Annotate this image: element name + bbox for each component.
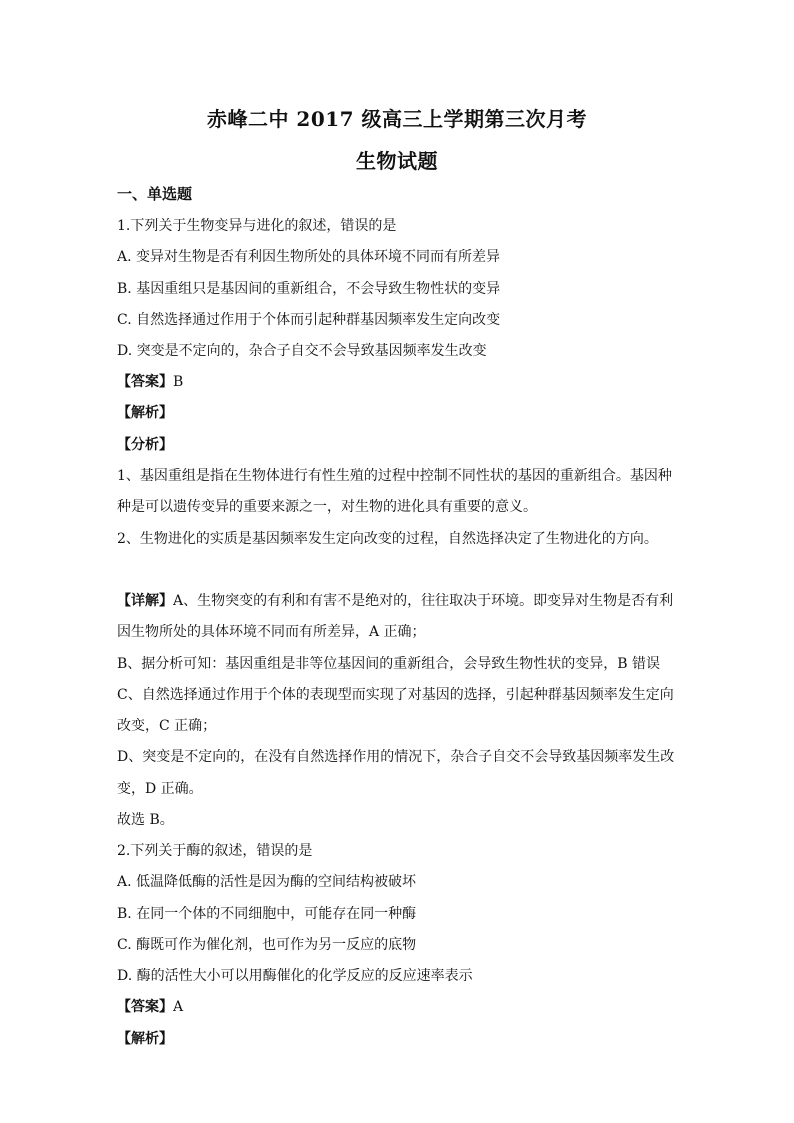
detail-text: A、生物突变的有利和有害不是绝对的，往往取决于环境。即变异对生物是否有利 bbox=[173, 593, 674, 609]
question-1-answer bbox=[117, 372, 687, 392]
question-2-option-c: C. 酶既可作为催化剂，也可作为另一反应的底物 bbox=[117, 937, 417, 953]
answer-tag: 【答案】 bbox=[117, 374, 173, 390]
detail-first-line bbox=[117, 591, 687, 611]
detail-line: 改变，C 正确； bbox=[117, 718, 217, 734]
question-1-option-d: D. 突变是不定向的，杂合子自交不会导致基因频率发生改变 bbox=[117, 343, 487, 359]
question-1-analysis-tag: 【解析】 bbox=[117, 405, 173, 421]
question-2-analysis-tag: 【解析】 bbox=[117, 1031, 173, 1047]
question-1-option-a: A. 变异对生物是否有利因生物所处的具体环境不同而有所差异 bbox=[117, 249, 501, 265]
fenxi-line: 种是可以遗传变异的重要来源之一，对生物的进化具有重要的意义。 bbox=[117, 499, 537, 515]
question-2-stem: 2.下列关于酶的叙述，错误的是 bbox=[117, 843, 313, 859]
question-2-option-d: D. 酶的活性大小可以用酶催化的化学反应的反应速率表示 bbox=[117, 968, 473, 984]
section-heading: 一、单选题 bbox=[117, 185, 193, 203]
page-subtitle: 生物试题 bbox=[356, 149, 438, 173]
fenxi-line: 2、生物进化的实质是基因频率发生定向改变的过程，自然选择决定了生物进化的方向。 bbox=[117, 531, 658, 547]
answer-tag: 【答案】 bbox=[117, 999, 173, 1015]
question-2-option-a: A. 低温降低酶的活性是因为酶的空间结构被破坏 bbox=[117, 874, 417, 890]
question-2-answer bbox=[117, 997, 687, 1017]
detail-line: 变，D 正确。 bbox=[117, 781, 203, 797]
detail-line: C、自然选择通过作用于个体的表现型而实现了对基因的选择，引起种群基因频率发生定向 bbox=[117, 687, 674, 703]
detail-line: B、据分析可知：基因重组是非等位基因间的重新组合，会导致生物性状的变异，B 错误 bbox=[117, 656, 661, 672]
answer-value: B bbox=[173, 374, 184, 390]
page-title: 赤峰二中 2017 级高三上学期第三次月考 bbox=[206, 107, 588, 131]
detail-tag: 【详解】 bbox=[117, 593, 173, 609]
detail-conclusion: 故选 B。 bbox=[117, 812, 174, 828]
question-1-option-b: B. 基因重组只是基因间的重新组合，不会导致生物性状的变异 bbox=[117, 281, 501, 297]
question-2-option-b: B. 在同一个体的不同细胞中，可能存在同一种酶 bbox=[117, 906, 417, 922]
question-1-stem: 1.下列关于生物变异与进化的叙述，错误的是 bbox=[117, 218, 397, 234]
answer-value: A bbox=[173, 999, 184, 1015]
question-1-fenxi-tag: 【分析】 bbox=[117, 437, 173, 453]
fenxi-line: 1、基因重组是指在生物体进行有性生殖的过程中控制不同性状的基因的重新组合。基因种 bbox=[117, 468, 672, 484]
question-1-option-c: C. 自然选择通过作用于个体而引起种群基因频率发生定向改变 bbox=[117, 312, 501, 328]
detail-line: 因生物所处的具体环境不同而有所差异，A 正确； bbox=[117, 624, 426, 640]
detail-line: D、突变是不定向的，在没有自然选择作用的情况下，杂合子自交不会导致基因频率发生改 bbox=[117, 749, 675, 765]
